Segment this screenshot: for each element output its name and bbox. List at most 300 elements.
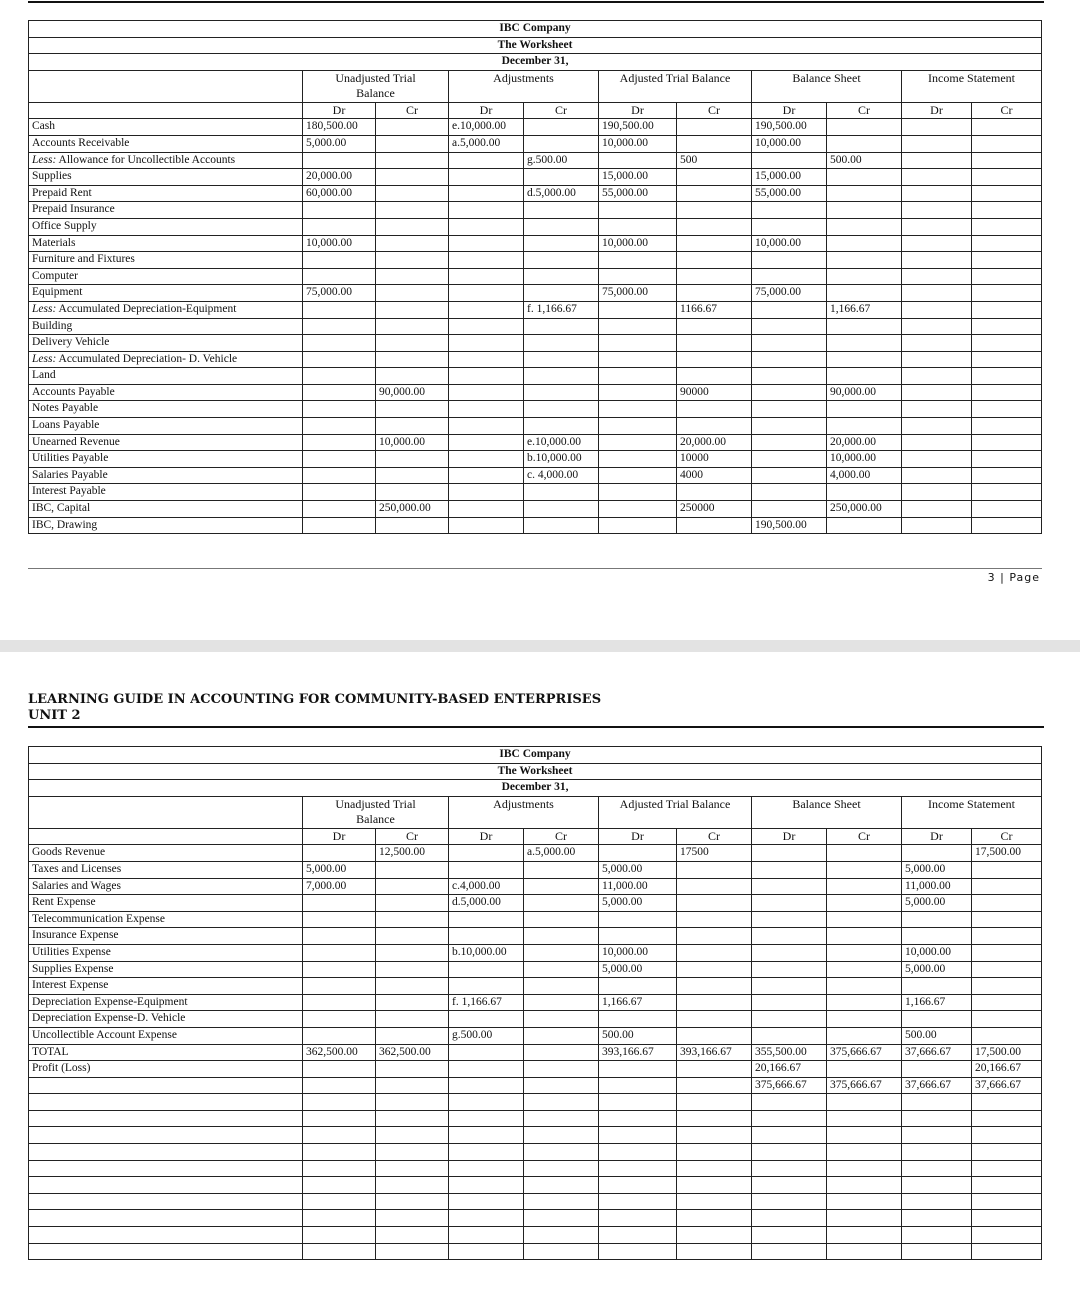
amount-cell	[303, 1144, 376, 1161]
amount-cell	[827, 1177, 902, 1194]
amount-cell	[677, 418, 752, 435]
header-title-row	[29, 21, 1042, 38]
amount-cell	[303, 1077, 376, 1094]
amount-cell: 90,000.00	[376, 384, 449, 401]
account-row	[29, 169, 1042, 186]
amount-cell	[972, 928, 1042, 945]
account-row	[29, 252, 1042, 269]
unadjusted-label-line1: Unadjusted Trial	[335, 70, 416, 85]
account-label: Salaries and Wages	[32, 879, 121, 892]
amount-cell: 75,000.00	[303, 285, 376, 302]
amount-cell	[376, 978, 449, 995]
account-row	[29, 318, 1042, 335]
amount-cell	[677, 169, 752, 186]
amount-cell	[303, 384, 376, 401]
amount-cell	[752, 895, 827, 912]
amount-cell: 17,500.00	[972, 1044, 1042, 1061]
amount-cell	[902, 285, 972, 302]
amount-cell	[677, 1243, 752, 1260]
amount-cell: 1,166.67	[902, 994, 972, 1011]
amount-cell	[902, 202, 972, 219]
amount-cell: 250,000.00	[376, 501, 449, 518]
amount-cell	[972, 1160, 1042, 1177]
amount-cell	[303, 451, 376, 468]
amount-cell	[902, 467, 972, 484]
account-row	[29, 335, 1042, 352]
amount-cell: 75,000.00	[599, 285, 677, 302]
amount-cell	[752, 1177, 827, 1194]
amount-cell: b.10,000.00	[449, 944, 524, 961]
amount-cell	[303, 467, 376, 484]
amount-cell: 375,666.67	[827, 1044, 902, 1061]
amount-cell	[449, 285, 524, 302]
amount-cell	[376, 1243, 449, 1260]
amount-cell	[449, 235, 524, 252]
amount-cell	[524, 1127, 599, 1144]
amount-cell	[449, 911, 524, 928]
amount-cell	[449, 928, 524, 945]
account-row	[29, 1193, 1042, 1210]
amount-cell	[524, 895, 599, 912]
account-name	[29, 252, 303, 269]
account-label: Accounts Receivable	[32, 136, 130, 149]
amount-cell	[677, 1011, 752, 1028]
amount-cell	[677, 1027, 752, 1044]
amount-cell	[449, 351, 524, 368]
amount-cell	[524, 1193, 599, 1210]
amount-cell	[902, 169, 972, 186]
amount-cell	[303, 252, 376, 269]
amount-cell	[303, 202, 376, 219]
account-name	[29, 384, 303, 401]
amount-cell	[303, 301, 376, 318]
footer-rule	[28, 568, 1042, 569]
amount-cell	[902, 218, 972, 235]
amount-cell	[677, 1061, 752, 1078]
amount-cell: 15,000.00	[752, 169, 827, 186]
amount-cell	[827, 861, 902, 878]
amount-cell	[827, 517, 902, 534]
amount-cell	[524, 351, 599, 368]
amount-cell	[303, 1177, 376, 1194]
amount-cell	[599, 401, 677, 418]
amount-cell	[449, 335, 524, 352]
amount-cell	[677, 135, 752, 152]
amount-cell	[449, 384, 524, 401]
amount-cell	[303, 152, 376, 169]
amount-cell	[449, 1144, 524, 1161]
account-name	[29, 1077, 303, 1094]
account-label: Salaries Payable	[32, 468, 108, 481]
company-name: IBC Company	[29, 747, 1042, 764]
account-name	[29, 961, 303, 978]
account-row	[29, 1110, 1042, 1127]
amount-cell	[972, 1193, 1042, 1210]
amount-cell	[677, 944, 752, 961]
amount-cell	[449, 501, 524, 518]
amount-cell	[376, 368, 449, 385]
amount-cell: e.10,000.00	[524, 434, 599, 451]
amount-cell	[902, 517, 972, 534]
account-row	[29, 928, 1042, 945]
account-name	[29, 135, 303, 152]
amount-cell	[902, 928, 972, 945]
amount-cell: 10,000.00	[902, 944, 972, 961]
amount-cell: 5,000.00	[902, 961, 972, 978]
amount-cell	[677, 911, 752, 928]
amount-cell	[449, 185, 524, 202]
balance-sheet-header: Balance Sheet	[752, 70, 902, 102]
amount-cell	[303, 268, 376, 285]
worksheet-table-part2	[28, 746, 1042, 1260]
account-name	[29, 451, 303, 468]
amount-cell	[902, 384, 972, 401]
amount-cell	[449, 978, 524, 995]
amount-cell	[752, 451, 827, 468]
amount-cell	[677, 1227, 752, 1244]
amount-cell	[449, 1011, 524, 1028]
amount-cell	[524, 1210, 599, 1227]
amount-cell	[752, 911, 827, 928]
amount-cell	[677, 1127, 752, 1144]
account-row	[29, 517, 1042, 534]
amount-cell	[599, 202, 677, 219]
amount-cell	[303, 1061, 376, 1078]
amount-cell: d.5,000.00	[524, 185, 599, 202]
amount-cell: 250,000.00	[827, 501, 902, 518]
account-name	[29, 1193, 303, 1210]
amount-cell	[449, 1094, 524, 1111]
amount-cell	[303, 1027, 376, 1044]
amount-cell	[827, 1243, 902, 1260]
amount-cell	[827, 268, 902, 285]
amount-cell	[524, 202, 599, 219]
account-label: TOTAL	[32, 1045, 69, 1058]
adjustments-header: Adjustments	[449, 796, 599, 828]
amount-cell	[599, 335, 677, 352]
amount-cell	[303, 994, 376, 1011]
account-label: Accumulated Depreciation- D. Vehicle	[56, 352, 238, 365]
amount-cell	[677, 318, 752, 335]
account-name	[29, 1227, 303, 1244]
amount-cell	[524, 335, 599, 352]
balance-sheet-header: Balance Sheet	[752, 796, 902, 828]
account-label: Office Supply	[32, 219, 97, 232]
account-row	[29, 301, 1042, 318]
amount-cell	[303, 318, 376, 335]
dr-cr-row	[29, 828, 1042, 845]
account-label: Utilities Payable	[32, 452, 109, 465]
amount-cell: c. 4,000.00	[524, 467, 599, 484]
amount-cell	[827, 1027, 902, 1044]
cr-header: Cr	[376, 102, 449, 119]
amount-cell	[902, 451, 972, 468]
account-name	[29, 501, 303, 518]
account-label: Cash	[32, 120, 55, 133]
amount-cell: 90000	[677, 384, 752, 401]
guide-title	[28, 692, 601, 724]
amount-cell	[449, 169, 524, 186]
amount-cell	[449, 451, 524, 468]
amount-cell	[972, 135, 1042, 152]
amount-cell	[524, 135, 599, 152]
amount-cell: g.500.00	[524, 152, 599, 169]
amount-cell	[827, 418, 902, 435]
amount-cell	[599, 1144, 677, 1161]
dr-header: Dr	[303, 828, 376, 845]
account-label: Building	[32, 319, 73, 332]
amount-cell	[902, 434, 972, 451]
amount-cell	[376, 1027, 449, 1044]
amount-cell	[524, 1227, 599, 1244]
account-label: Furniture and Fixtures	[32, 253, 135, 266]
amount-cell	[599, 1227, 677, 1244]
amount-cell	[972, 517, 1042, 534]
header-title-row	[29, 37, 1042, 54]
account-row	[29, 1160, 1042, 1177]
amount-cell	[902, 401, 972, 418]
amount-cell	[524, 1177, 599, 1194]
account-label: Notes Payable	[32, 402, 99, 415]
amount-cell	[827, 252, 902, 269]
amount-cell	[376, 252, 449, 269]
amount-cell: 11,000.00	[902, 878, 972, 895]
amount-cell	[677, 252, 752, 269]
amount-cell	[303, 434, 376, 451]
account-row	[29, 1127, 1042, 1144]
account-label: Supplies	[32, 170, 72, 183]
amount-cell	[827, 895, 902, 912]
amount-cell: 5,000.00	[599, 861, 677, 878]
amount-cell	[827, 169, 902, 186]
amount-cell	[752, 467, 827, 484]
amount-cell	[972, 152, 1042, 169]
amount-cell	[303, 961, 376, 978]
amount-cell	[752, 845, 827, 862]
amount-cell	[752, 928, 827, 945]
amount-cell	[972, 484, 1042, 501]
account-row	[29, 384, 1042, 401]
amount-cell	[827, 1144, 902, 1161]
amount-cell	[752, 384, 827, 401]
account-label: Equipment	[32, 286, 83, 299]
unadjusted-label-line2: Balance	[356, 811, 395, 826]
amount-cell	[677, 235, 752, 252]
worksheet-date: December 31,	[29, 54, 1042, 71]
amount-cell	[972, 1243, 1042, 1260]
amount-cell	[677, 994, 752, 1011]
top-border	[28, 1, 1044, 3]
account-label: Utilities Expense	[32, 945, 111, 958]
amount-cell	[303, 1227, 376, 1244]
amount-cell	[677, 517, 752, 534]
amount-cell	[599, 1177, 677, 1194]
amount-cell	[524, 318, 599, 335]
guide-title-line1: LEARNING GUIDE IN ACCOUNTING FOR COMMUNITY-BASED ENTERPRISES	[28, 692, 602, 707]
account-row	[29, 152, 1042, 169]
account-row	[29, 994, 1042, 1011]
amount-cell	[524, 1243, 599, 1260]
amount-cell: a.5,000.00	[449, 135, 524, 152]
amount-cell	[599, 517, 677, 534]
account-name	[29, 351, 303, 368]
account-name	[29, 185, 303, 202]
amount-cell	[827, 1061, 902, 1078]
account-subheader-cell	[29, 828, 303, 845]
amount-cell: 37,666.67	[972, 1077, 1042, 1094]
amount-cell	[303, 1243, 376, 1260]
amount-cell	[376, 484, 449, 501]
amount-cell	[599, 1077, 677, 1094]
amount-cell: 10,000.00	[303, 235, 376, 252]
amount-cell: c.4,000.00	[449, 878, 524, 895]
amount-cell	[902, 235, 972, 252]
amount-cell	[752, 961, 827, 978]
amount-cell	[524, 861, 599, 878]
cr-header: Cr	[677, 828, 752, 845]
account-name	[29, 202, 303, 219]
amount-cell	[303, 1193, 376, 1210]
account-row	[29, 185, 1042, 202]
amount-cell	[599, 1193, 677, 1210]
amount-cell	[303, 1127, 376, 1144]
header-title-row	[29, 747, 1042, 764]
worksheet-body	[29, 845, 1042, 1260]
account-label: Interest Expense	[32, 979, 109, 992]
account-name	[29, 1094, 303, 1111]
amount-cell	[524, 268, 599, 285]
account-name	[29, 318, 303, 335]
amount-cell	[827, 961, 902, 978]
amount-cell	[972, 895, 1042, 912]
amount-cell	[449, 318, 524, 335]
account-row	[29, 895, 1042, 912]
account-name	[29, 878, 303, 895]
account-row	[29, 451, 1042, 468]
amount-cell	[972, 1027, 1042, 1044]
amount-cell	[376, 235, 449, 252]
amount-cell	[599, 1243, 677, 1260]
amount-cell	[972, 1177, 1042, 1194]
amount-cell	[376, 1177, 449, 1194]
amount-cell	[677, 1094, 752, 1111]
amount-cell	[972, 384, 1042, 401]
column-group-row	[29, 70, 1042, 102]
amount-cell	[972, 119, 1042, 136]
amount-cell	[376, 878, 449, 895]
amount-cell	[972, 1127, 1042, 1144]
amount-cell: 20,166.67	[972, 1061, 1042, 1078]
account-prefix: Less:	[32, 302, 57, 315]
dr-header: Dr	[752, 102, 827, 119]
amount-cell	[902, 1177, 972, 1194]
amount-cell	[376, 218, 449, 235]
amount-cell	[376, 1227, 449, 1244]
amount-cell	[449, 467, 524, 484]
account-row	[29, 135, 1042, 152]
amount-cell	[827, 119, 902, 136]
amount-cell: 500.00	[599, 1027, 677, 1044]
account-row	[29, 911, 1042, 928]
amount-cell	[599, 368, 677, 385]
amount-cell	[902, 1110, 972, 1127]
amount-cell	[599, 252, 677, 269]
amount-cell	[449, 1243, 524, 1260]
amount-cell	[972, 861, 1042, 878]
amount-cell: 90,000.00	[827, 384, 902, 401]
amount-cell	[303, 368, 376, 385]
amount-cell	[449, 484, 524, 501]
account-row	[29, 1011, 1042, 1028]
account-name	[29, 517, 303, 534]
cr-header: Cr	[972, 102, 1042, 119]
account-header-cell	[29, 70, 303, 102]
amount-cell	[303, 517, 376, 534]
amount-cell	[677, 1193, 752, 1210]
amount-cell	[524, 235, 599, 252]
amount-cell	[524, 484, 599, 501]
amount-cell	[599, 845, 677, 862]
amount-cell	[524, 401, 599, 418]
amount-cell	[599, 1160, 677, 1177]
amount-cell	[677, 218, 752, 235]
amount-cell	[599, 268, 677, 285]
account-name	[29, 218, 303, 235]
amount-cell	[524, 169, 599, 186]
amount-cell	[524, 928, 599, 945]
dr-header: Dr	[449, 828, 524, 845]
account-header-cell	[29, 796, 303, 828]
account-row	[29, 351, 1042, 368]
amount-cell	[449, 368, 524, 385]
amount-cell	[376, 1160, 449, 1177]
account-name	[29, 1110, 303, 1127]
amount-cell: 15,000.00	[599, 169, 677, 186]
amount-cell	[972, 944, 1042, 961]
amount-cell	[902, 1210, 972, 1227]
amount-cell	[449, 1160, 524, 1177]
cr-header: Cr	[827, 102, 902, 119]
amount-cell	[902, 135, 972, 152]
amount-cell: 10,000.00	[827, 451, 902, 468]
account-name	[29, 268, 303, 285]
amount-cell	[449, 961, 524, 978]
amount-cell	[827, 994, 902, 1011]
amount-cell	[902, 368, 972, 385]
amount-cell	[599, 978, 677, 995]
amount-cell	[677, 202, 752, 219]
amount-cell	[524, 1077, 599, 1094]
amount-cell	[449, 861, 524, 878]
amount-cell	[524, 418, 599, 435]
amount-cell	[303, 484, 376, 501]
account-row	[29, 878, 1042, 895]
amount-cell	[376, 152, 449, 169]
amount-cell	[902, 484, 972, 501]
amount-cell: 5,000.00	[902, 895, 972, 912]
amount-cell	[677, 351, 752, 368]
amount-cell	[524, 1144, 599, 1161]
amount-cell: 10,000.00	[752, 235, 827, 252]
amount-cell	[599, 928, 677, 945]
account-row	[29, 845, 1042, 862]
amount-cell: 4,000.00	[827, 467, 902, 484]
amount-cell	[752, 1011, 827, 1028]
amount-cell	[972, 185, 1042, 202]
dr-header: Dr	[599, 102, 677, 119]
guide-rule	[28, 726, 1044, 728]
amount-cell: 190,500.00	[752, 119, 827, 136]
